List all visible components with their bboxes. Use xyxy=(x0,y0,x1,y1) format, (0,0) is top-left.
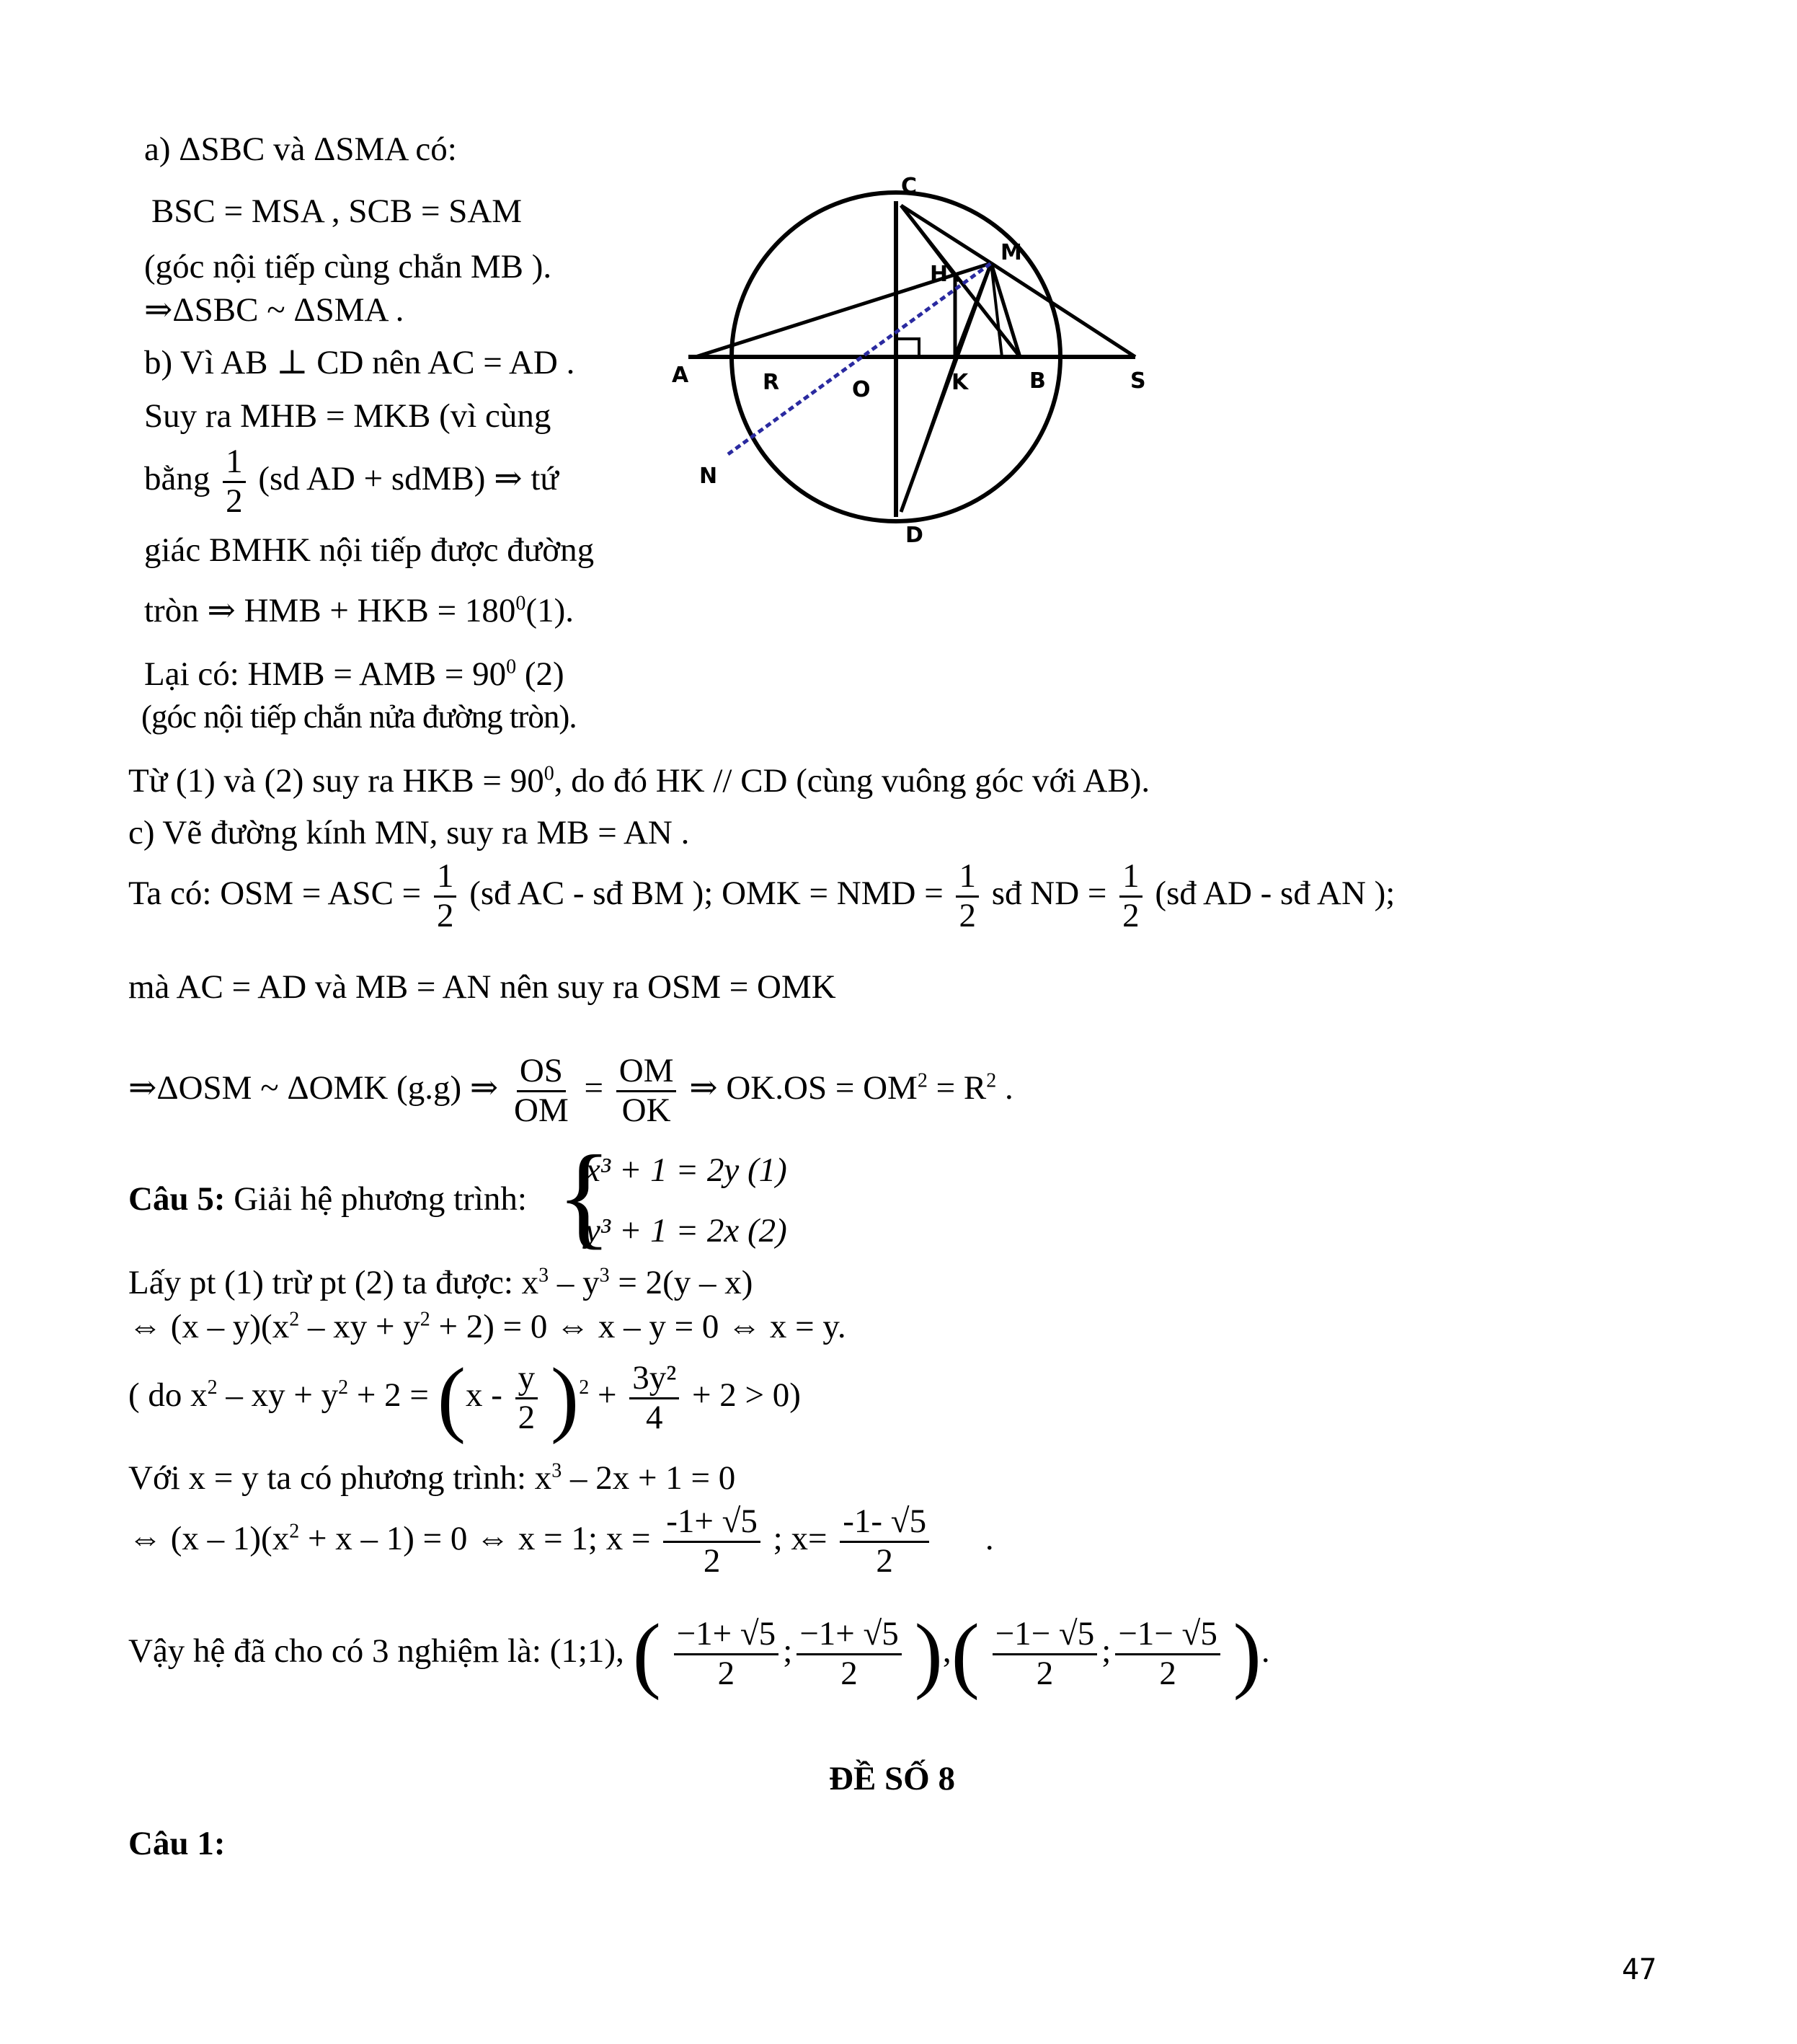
geometry-figure xyxy=(663,166,1168,555)
line-ms xyxy=(991,263,1135,357)
text-line: Từ (1) và (2) suy ra HKB = $90^0$, do đó HK // CD (cùng vuông góc với AB). xyxy=(128,762,1150,800)
text-line: bằng $\frac{1}{2}$ (sd AD + sdMB) ⇒ tứ xyxy=(144,443,559,520)
text-line: BSC = MSA , SCB = SAM xyxy=(151,193,523,230)
text-line: ⇒ΔOSM ~ ΔOMK (g.g) ⇒ $\frac{OS}{OM}$ = $\frac{OM}{OK}$ ⇒ $OK.OS = OM^2 = R^2$ . xyxy=(128,1052,1013,1129)
equation-2: y³ + 1 = 2x (2) xyxy=(585,1212,787,1249)
right-angle-mark xyxy=(896,339,919,357)
label-m: M xyxy=(1000,240,1022,265)
label-b: B xyxy=(1029,368,1046,394)
text-line: ⇔ $(x - y)(x^2$ – xy + $y^2 + 2) = 0$ ⇔ x – y = 0 ⇔ x = y. xyxy=(128,1308,846,1345)
question-label: Câu 5: xyxy=(128,1180,226,1218)
text-line: Suy ra MHB = MKB (vì cùng xyxy=(144,397,551,435)
page-number: 47 xyxy=(1622,1953,1657,1986)
text-line: ⇔ $(x - 1)(x^2 + x - 1) = 0$ ⇔ x = 1; x = $\frac{-1+ √5}{2}$ ; x= $\frac{-1- √5}{2}$ . xyxy=(128,1503,994,1580)
fraction: $\frac{OM}{OK}$ xyxy=(616,1053,677,1129)
fraction: $\frac{-1- √5}{2}$ xyxy=(1115,1616,1220,1692)
label-o: O xyxy=(852,377,871,402)
text-line: Ta có: OSM = ASC = $\frac{1}{2}$ (sđ AC - sđ BM ); OMK = NMD = $\frac{1}{2}$ sđ ND = $\frac{1}{2}$ (sđ AD - sđ AN ); xyxy=(128,857,1396,934)
text-line: Câu 5: Giải hệ phương trình: xyxy=(128,1180,527,1218)
text-line: (góc nội tiếp cùng chắn MB ). xyxy=(144,248,552,286)
text-line: Lấy pt (1) trừ pt (2) ta được: $x^3 - y^3 = 2(y - x)$ xyxy=(128,1264,753,1301)
fraction: $\frac{-1+ √5}{2}$ xyxy=(674,1616,779,1692)
label-s: S xyxy=(1130,368,1146,394)
text-line: (góc nội tiếp chắn nửa đường tròn). xyxy=(141,699,577,735)
question-label: Câu 1: xyxy=(128,1825,226,1862)
fraction: $\frac{\text{3y²}}{4}$ xyxy=(629,1360,679,1436)
fraction: $\frac{-1- √5}{2}$ xyxy=(840,1503,929,1580)
brace: { xyxy=(556,1131,612,1260)
text-line: giác BMHK nội tiếp được đường xyxy=(144,531,595,569)
label-n: N xyxy=(699,464,718,489)
label-k: K xyxy=(951,370,969,395)
fraction: $\frac{OS}{OM}$ xyxy=(514,1052,569,1129)
fraction: $\frac{y}{2}$ xyxy=(515,1360,538,1436)
text-line: a) ΔSBC và ΔSMA có: xyxy=(144,130,457,168)
label-h: H xyxy=(930,262,949,287)
fraction: $\frac{1}{2}$ xyxy=(434,858,457,934)
text-line: Lại có: HMB = AMB = $90^0$ (2) xyxy=(144,655,564,693)
label-c: C xyxy=(901,174,918,199)
label-a: A xyxy=(672,363,689,388)
fraction: $\frac{1}{2}$ xyxy=(956,858,979,934)
text-line: Vậy hệ đã cho có 3 nghiệm là: (1;1), ( $\frac{-1+ √5}{2}$ ; $\frac{-1+ √5}{2}$ ),( $\frac{-1- √5}{2}$ ; $\frac{-1- √5}{2}$ ). xyxy=(128,1606,1270,1701)
fraction: $\frac{1}{2}$ xyxy=(1119,858,1142,934)
label-r: R xyxy=(763,370,780,395)
label-d: D xyxy=(905,523,923,548)
section-heading: ĐỀ SỐ 8 xyxy=(829,1760,955,1797)
text-line: ⇒ΔSBC ~ ΔSMA . xyxy=(144,291,404,329)
fraction: $\frac{-1+ √5}{2}$ xyxy=(797,1616,902,1692)
text-line: mà AC = AD và MB = AN nên suy ra OSM = OMK xyxy=(128,968,836,1006)
text-line: tròn ⇒ HMB + HKB = $180^0(1)$. xyxy=(144,592,574,629)
text-line: ( do $x^2$ – xy + $y^2 + 2 = (x$ - $\frac{y}{2}$ )$^2$ + $\frac{\text{3y²}}{4}$ + 2 > 0) xyxy=(128,1350,801,1445)
text-line: b) Vì AB ⊥ CD nên AC = AD . xyxy=(144,344,575,381)
fraction: $\frac{1}{2}$ xyxy=(223,443,246,520)
equation-1: x³ + 1 = 2y (1) xyxy=(585,1151,787,1189)
text-line: c) Vẽ đường kính MN, suy ra MB = AN . xyxy=(128,814,690,851)
fraction: $\frac{-1- √5}{2}$ xyxy=(993,1616,1098,1692)
line-kd xyxy=(901,357,955,512)
fraction: $\frac{-1+ √5}{2}$ xyxy=(663,1503,760,1580)
text-line: Với x = y ta có phương trình: $x^3 - 2x + 1 = 0$ xyxy=(128,1459,736,1497)
